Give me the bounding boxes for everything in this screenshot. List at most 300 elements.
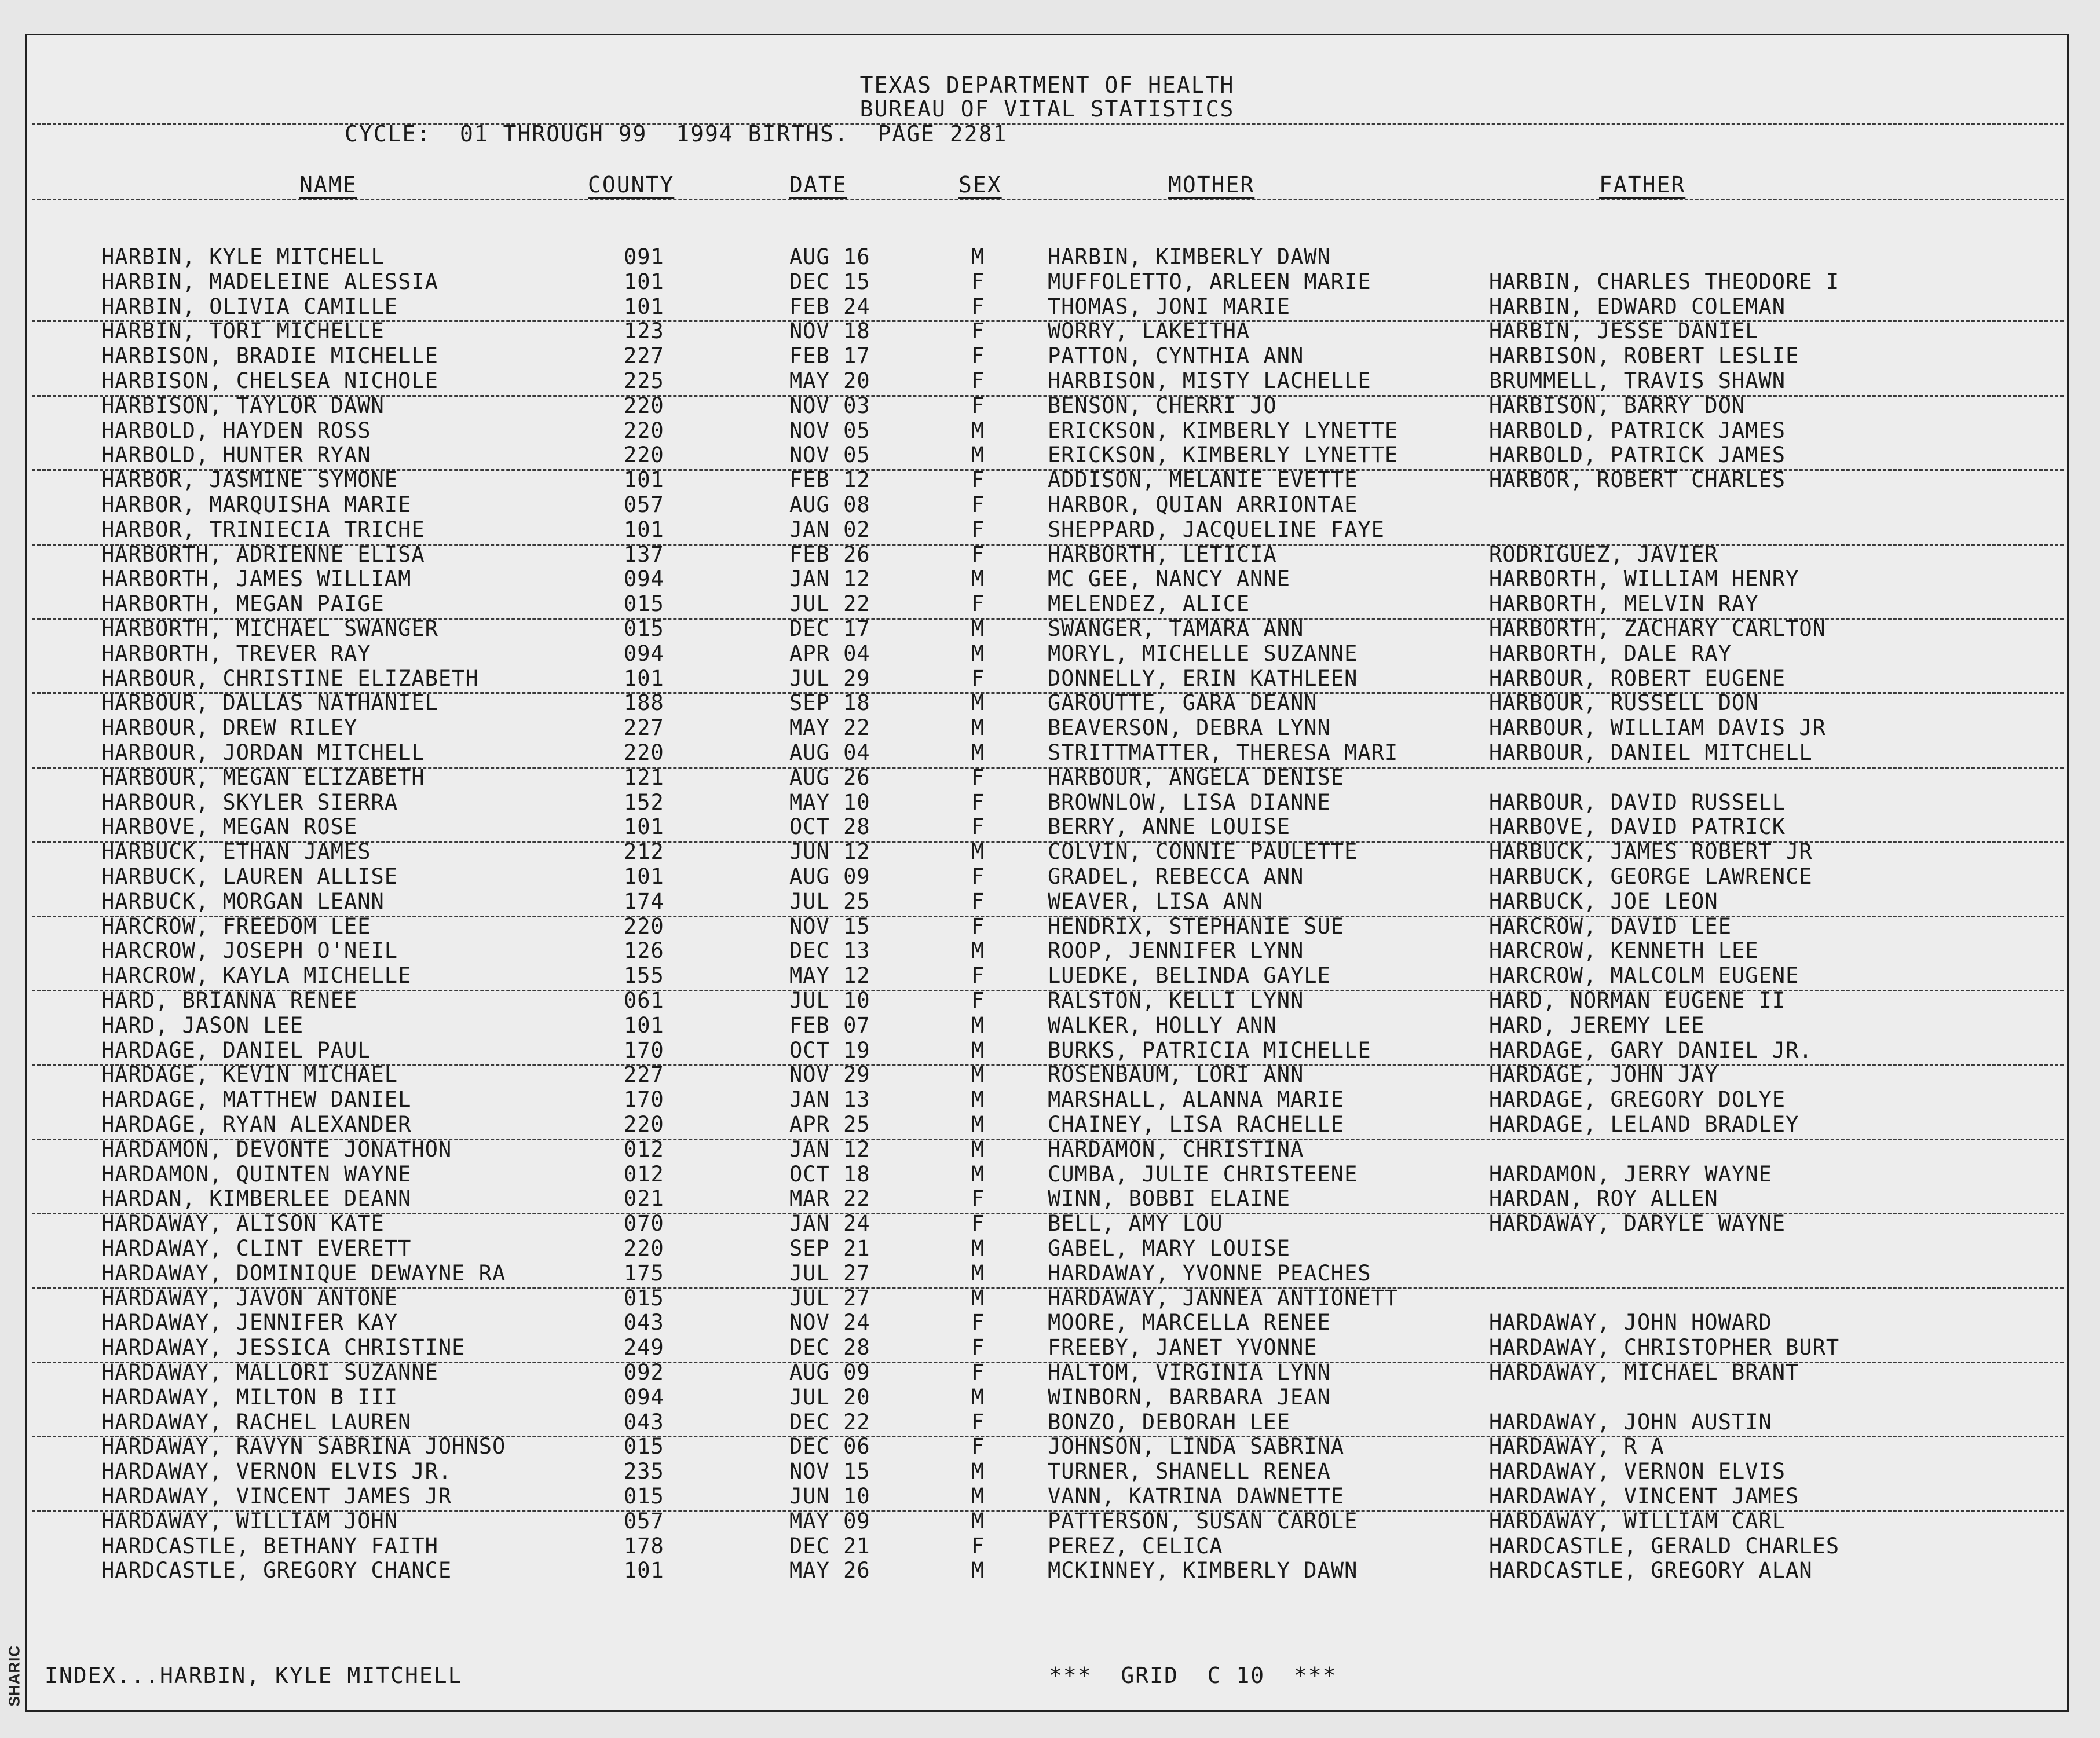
table-row: [27, 914, 2067, 939]
cell-county: 174: [624, 888, 664, 914]
grid-footer: *** GRID C 10 ***: [1049, 1663, 1337, 1688]
cell-county: 015: [624, 616, 664, 641]
cell-date: MAY 10: [789, 789, 870, 815]
cell-county: 061: [624, 988, 664, 1013]
cell-mother: MCKINNEY, KIMBERLY DAWN: [1048, 1558, 1358, 1583]
cell-father: HARBISON, BARRY DON: [1489, 393, 1746, 418]
cell-sex: F: [971, 1360, 985, 1385]
cell-name: HARBOR, MARQUISHA MARIE: [101, 492, 412, 517]
table-row: [27, 1113, 2067, 1137]
cell-name: HARBOR, JASMINE SYMONE: [101, 467, 398, 493]
cell-mother: VANN, KATRINA DAWNETTE: [1048, 1484, 1345, 1509]
cell-name: HARBORTH, MICHAEL SWANGER: [101, 616, 438, 641]
cell-date: JUL 22: [789, 591, 870, 617]
cell-mother: PATTON, CYNTHIA ANN: [1048, 343, 1304, 369]
cell-date: APR 25: [789, 1112, 870, 1137]
cell-county: 121: [624, 764, 664, 790]
cell-sex: F: [971, 1211, 985, 1236]
cell-mother: ERICKSON, KIMBERLY LYNETTE: [1048, 442, 1399, 468]
cell-county: 220: [624, 740, 664, 765]
cell-sex: F: [971, 1310, 985, 1335]
cell-date: NOV 18: [789, 319, 870, 344]
table-row: [27, 1137, 2067, 1162]
cell-mother: WEAVER, LISA ANN: [1048, 888, 1264, 914]
cell-county: 235: [624, 1459, 664, 1484]
cell-date: AUG 04: [789, 740, 870, 765]
cell-mother: LUEDKE, BELINDA GAYLE: [1048, 963, 1331, 989]
cell-date: AUG 16: [789, 244, 870, 269]
cell-date: JAN 12: [789, 1136, 870, 1162]
table-row: [27, 1484, 2067, 1509]
cell-father: HARBORTH, WILLIAM HENRY: [1489, 566, 1799, 592]
cell-county: 137: [624, 541, 664, 567]
cell-county: 170: [624, 1087, 664, 1113]
cell-name: HARBIN, OLIVIA CAMILLE: [101, 294, 398, 319]
cell-sex: F: [971, 814, 985, 840]
cell-mother: PEREZ, CELICA: [1048, 1533, 1223, 1558]
cell-date: OCT 19: [789, 1037, 870, 1063]
cell-county: 101: [624, 864, 664, 889]
table-row: [27, 1013, 2067, 1038]
cell-sex: F: [971, 764, 985, 790]
table-row: [27, 791, 2067, 815]
cycle-line: CYCLE: 01 THROUGH 99 1994 BIRTHS. PAGE 2281: [345, 121, 1008, 147]
cell-date: JUL 27: [789, 1260, 870, 1286]
cell-county: 175: [624, 1260, 664, 1286]
cell-father: HARDAGE, LELAND BRADLEY: [1489, 1112, 1799, 1137]
cell-father: HARCROW, MALCOLM EUGENE: [1489, 963, 1799, 989]
cell-mother: TURNER, SHANELL RENEA: [1048, 1459, 1331, 1484]
cell-mother: GABEL, MARY LOUISE: [1048, 1236, 1290, 1261]
cell-father: HARBIN, JESSE DANIEL: [1489, 319, 1759, 344]
cell-name: HARDAWAY, ALISON KATE: [101, 1211, 385, 1236]
cell-date: JUL 20: [789, 1384, 870, 1410]
cell-sex: M: [971, 1384, 985, 1410]
cell-name: HARDAMON, DEVONTE JONATHON: [101, 1136, 452, 1162]
cell-name: HARBOLD, HUNTER RYAN: [101, 442, 371, 468]
cell-name: HARDAWAY, VINCENT JAMES JR: [101, 1484, 452, 1509]
cell-county: 249: [624, 1335, 664, 1360]
cell-sex: M: [971, 1161, 985, 1187]
cell-father: HARDAWAY, R A: [1489, 1434, 1664, 1459]
cell-name: HARBUCK, ETHAN JAMES: [101, 839, 371, 865]
table-row: [27, 1385, 2067, 1410]
cell-county: 012: [624, 1136, 664, 1162]
cell-father: HARDAWAY, CHRISTOPHER BURT: [1489, 1335, 1840, 1360]
cell-father: HARDAMON, JERRY WAYNE: [1489, 1161, 1772, 1187]
cell-sex: M: [971, 938, 985, 964]
cell-date: DEC 21: [789, 1533, 870, 1558]
cell-name: HARBIN, MADELEINE ALESSIA: [101, 269, 438, 294]
cell-date: FEB 07: [789, 1012, 870, 1038]
cell-sex: F: [971, 591, 985, 617]
cell-father: HARBORTH, DALE RAY: [1489, 641, 1732, 666]
cell-county: 015: [624, 1484, 664, 1509]
cell-mother: ADDISON, MELANIE EVETTE: [1048, 467, 1358, 493]
cell-date: MAY 20: [789, 368, 870, 393]
cell-date: DEC 06: [789, 1434, 870, 1459]
cell-date: NOV 29: [789, 1062, 870, 1088]
cell-date: NOV 05: [789, 442, 870, 468]
cell-sex: F: [971, 1335, 985, 1360]
cell-county: 101: [624, 294, 664, 319]
cell-name: HARDAWAY, MALLORI SUZANNE: [101, 1360, 438, 1385]
cell-sex: M: [971, 566, 985, 592]
cell-sex: M: [971, 1285, 985, 1311]
cell-mother: HARBOR, QUIAN ARRIONTAE: [1048, 492, 1358, 517]
cell-father: HARDAWAY, DARYLE WAYNE: [1489, 1211, 1786, 1236]
column-header-date: DATE: [789, 172, 847, 197]
cell-county: 101: [624, 814, 664, 840]
cell-mother: WINBORN, BARBARA JEAN: [1048, 1384, 1331, 1410]
cell-county: 101: [624, 665, 664, 691]
cell-father: HARBOUR, ROBERT EUGENE: [1489, 665, 1786, 691]
cell-mother: CUMBA, JULIE CHRISTEENE: [1048, 1161, 1358, 1187]
cell-date: AUG 09: [789, 1360, 870, 1385]
cell-father: HARDCASTLE, GERALD CHARLES: [1489, 1533, 1840, 1558]
side-label: SHARIC: [5, 1645, 23, 1707]
cell-date: MAY 12: [789, 963, 870, 989]
cell-father: HARBIN, EDWARD COLEMAN: [1489, 294, 1786, 319]
index-footer: INDEX...HARBIN, KYLE MITCHELL: [45, 1663, 463, 1688]
cell-county: 101: [624, 517, 664, 542]
cell-date: AUG 08: [789, 492, 870, 517]
cell-mother: ROOP, JENNIFER LYNN: [1048, 938, 1304, 964]
table-row: [27, 741, 2067, 765]
cell-sex: M: [971, 1236, 985, 1261]
cell-father: HARBOR, ROBERT CHARLES: [1489, 467, 1786, 493]
document-page: [25, 34, 2069, 1712]
table-row: [27, 1558, 2067, 1583]
cell-name: HARD, JASON LEE: [101, 1012, 304, 1038]
cell-sex: M: [971, 244, 985, 269]
cell-county: 155: [624, 963, 664, 989]
cell-date: MAY 22: [789, 715, 870, 741]
cell-date: JUL 27: [789, 1285, 870, 1311]
cell-mother: ROSENBAUM, LORI ANN: [1048, 1062, 1304, 1088]
table-row: [27, 691, 2067, 715]
cell-date: JAN 02: [789, 517, 870, 542]
cell-sex: M: [971, 418, 985, 443]
cell-date: DEC 15: [789, 269, 870, 294]
cell-date: OCT 18: [789, 1161, 870, 1187]
cell-name: HARDAWAY, WILLIAM JOHN: [101, 1508, 398, 1534]
cell-mother: HARBIN, KIMBERLY DAWN: [1048, 244, 1331, 269]
cell-name: HARBORTH, TREVER RAY: [101, 641, 371, 666]
cell-mother: HENDRIX, STEPHANIE SUE: [1048, 913, 1345, 939]
cell-mother: BERRY, ANNE LOUISE: [1048, 814, 1290, 840]
cell-father: HARBOVE, DAVID PATRICK: [1489, 814, 1786, 840]
cell-county: 227: [624, 1062, 664, 1088]
cell-county: 123: [624, 319, 664, 344]
cell-name: HARBOR, TRINIECIA TRICHE: [101, 517, 425, 542]
cell-sex: F: [971, 368, 985, 393]
cell-date: DEC 28: [789, 1335, 870, 1360]
cell-county: 012: [624, 1161, 664, 1187]
cell-mother: GRADEL, REBECCA ANN: [1048, 864, 1304, 889]
cell-date: NOV 24: [789, 1310, 870, 1335]
cell-date: JAN 24: [789, 1211, 870, 1236]
cell-mother: THOMAS, JONI MARIE: [1048, 294, 1290, 319]
cell-county: 220: [624, 1236, 664, 1261]
table-row: [27, 468, 2067, 492]
table-row: [27, 567, 2067, 591]
table-row: [27, 964, 2067, 988]
cell-county: 220: [624, 442, 664, 468]
table-row: [27, 1435, 2067, 1459]
cell-mother: MOORE, MARCELLA RENEE: [1048, 1310, 1331, 1335]
cell-father: HARBOUR, DANIEL MITCHELL: [1489, 740, 1813, 765]
cell-name: HARBORTH, ADRIENNE ELISA: [101, 541, 425, 567]
cell-father: HARBOLD, PATRICK JAMES: [1489, 418, 1786, 443]
cell-sex: F: [971, 665, 985, 691]
cell-sex: M: [971, 641, 985, 666]
table-row: [27, 1360, 2067, 1385]
cell-sex: M: [971, 740, 985, 765]
cell-date: JUL 10: [789, 988, 870, 1013]
table-row: [27, 716, 2067, 740]
cell-mother: BELL, AMY LOU: [1048, 1211, 1223, 1236]
cell-county: 178: [624, 1533, 664, 1558]
cell-sex: M: [971, 1087, 985, 1113]
cell-mother: HALTOM, VIRGINIA LYNN: [1048, 1360, 1331, 1385]
cell-father: HARD, JEREMY LEE: [1489, 1012, 1705, 1038]
table-row: [27, 369, 2067, 393]
cell-sex: M: [971, 690, 985, 716]
cell-sex: F: [971, 467, 985, 493]
cell-mother: HARBISON, MISTY LACHELLE: [1048, 368, 1371, 393]
cell-father: HARDAGE, GARY DANIEL JR.: [1489, 1037, 1813, 1063]
cell-county: 101: [624, 467, 664, 493]
cell-mother: WALKER, HOLLY ANN: [1048, 1012, 1277, 1038]
cell-father: HARBISON, ROBERT LESLIE: [1489, 343, 1799, 369]
cell-name: HARDAGE, KEVIN MICHAEL: [101, 1062, 398, 1088]
cell-county: 227: [624, 343, 664, 369]
cell-date: JAN 12: [789, 566, 870, 592]
cell-mother: CHAINEY, LISA RACHELLE: [1048, 1112, 1345, 1137]
header-divider: [32, 123, 2064, 125]
cell-county: 170: [624, 1037, 664, 1063]
table-row: [27, 319, 2067, 343]
cell-name: HARD, BRIANNA RENEE: [101, 988, 358, 1013]
cell-name: HARDAWAY, VERNON ELVIS JR.: [101, 1459, 452, 1484]
cell-sex: F: [971, 269, 985, 294]
cell-county: 220: [624, 393, 664, 418]
cell-father: HARBOUR, DAVID RUSSELL: [1489, 789, 1786, 815]
cell-date: DEC 22: [789, 1409, 870, 1435]
cell-father: HARDAWAY, WILLIAM CARL: [1489, 1508, 1786, 1534]
cell-county: 227: [624, 715, 664, 741]
cell-date: OCT 28: [789, 814, 870, 840]
cell-date: DEC 17: [789, 616, 870, 641]
cell-county: 212: [624, 839, 664, 865]
cell-sex: M: [971, 1112, 985, 1137]
cell-name: HARBOUR, MEGAN ELIZABETH: [101, 764, 425, 790]
cell-name: HARDAGE, MATTHEW DANIEL: [101, 1087, 412, 1113]
cell-mother: RALSTON, KELLI LYNN: [1048, 988, 1304, 1013]
cell-date: FEB 17: [789, 343, 870, 369]
cell-date: APR 04: [789, 641, 870, 666]
cell-mother: HARDAMON, CHRISTINA: [1048, 1136, 1304, 1162]
cell-father: HARBOLD, PATRICK JAMES: [1489, 442, 1786, 468]
cell-date: MAR 22: [789, 1186, 870, 1212]
cell-date: AUG 26: [789, 764, 870, 790]
table-row: [27, 270, 2067, 294]
table-row: [27, 295, 2067, 319]
table-row: [27, 989, 2067, 1013]
cell-mother: DONNELLY, ERIN KATHLEEN: [1048, 665, 1358, 691]
cell-father: HARCROW, KENNETH LEE: [1489, 938, 1759, 964]
cell-mother: MARSHALL, ALANNA MARIE: [1048, 1087, 1345, 1113]
cell-name: HARBISON, TAYLOR DAWN: [101, 393, 385, 418]
cell-father: HARBORTH, ZACHARY CARLTON: [1489, 616, 1826, 641]
cell-name: HARCROW, KAYLA MICHELLE: [101, 963, 412, 989]
cell-name: HARDCASTLE, GREGORY CHANCE: [101, 1558, 452, 1583]
cell-county: 057: [624, 1508, 664, 1534]
header-subtitle: BUREAU OF VITAL STATISTICS: [859, 96, 1235, 122]
cell-county: 225: [624, 368, 664, 393]
cell-name: HARDAWAY, RACHEL LAUREN: [101, 1409, 412, 1435]
cell-father: HARCROW, DAVID LEE: [1489, 913, 1732, 939]
cell-sex: M: [971, 1558, 985, 1583]
cell-father: HARBIN, CHARLES THEODORE I: [1489, 269, 1840, 294]
cell-date: JUL 25: [789, 888, 870, 914]
header-title: TEXAS DEPARTMENT OF HEALTH: [859, 72, 1235, 98]
cell-father: HARD, NORMAN EUGENE II: [1489, 988, 1786, 1013]
cell-date: JUN 10: [789, 1484, 870, 1509]
cell-sex: M: [971, 616, 985, 641]
cell-name: HARDCASTLE, BETHANY FAITH: [101, 1533, 438, 1558]
table-row: [27, 1236, 2067, 1261]
cell-father: HARDCASTLE, GREGORY ALAN: [1489, 1558, 1813, 1583]
cell-name: HARDAWAY, MILTON B III: [101, 1384, 398, 1410]
table-row: [27, 592, 2067, 616]
cell-sex: F: [971, 343, 985, 369]
cell-sex: F: [971, 1434, 985, 1459]
table-row: [27, 493, 2067, 517]
cell-date: NOV 15: [789, 1459, 870, 1484]
cell-sex: M: [971, 839, 985, 865]
cell-county: 070: [624, 1211, 664, 1236]
cell-father: HARBUCK, JOE LEON: [1489, 888, 1718, 914]
cell-mother: BENSON, CHERRI JO: [1048, 393, 1277, 418]
cell-name: HARDAWAY, JESSICA CHRISTINE: [101, 1335, 466, 1360]
table-row: [27, 1212, 2067, 1236]
cell-county: 015: [624, 1434, 664, 1459]
cell-county: 092: [624, 1360, 664, 1385]
cell-mother: BROWNLOW, LISA DIANNE: [1048, 789, 1331, 815]
table-row: [27, 815, 2067, 839]
table-row: [27, 1261, 2067, 1286]
cell-name: HARBOUR, DALLAS NATHANIEL: [101, 690, 438, 716]
cell-sex: F: [971, 1409, 985, 1435]
cell-sex: F: [971, 517, 985, 542]
cell-mother: MELENDEZ, ALICE: [1048, 591, 1250, 617]
cell-name: HARDAWAY, RAVYN SABRINA JOHNSO: [101, 1434, 506, 1459]
cell-name: HARDAMON, QUINTEN WAYNE: [101, 1161, 412, 1187]
cell-mother: JOHNSON, LINDA SABRINA: [1048, 1434, 1345, 1459]
cell-date: JUN 12: [789, 839, 870, 865]
cell-county: 152: [624, 789, 664, 815]
table-row: [27, 1311, 2067, 1335]
cell-county: 220: [624, 418, 664, 443]
cell-father: HARDAWAY, VINCENT JAMES: [1489, 1484, 1799, 1509]
cell-county: 101: [624, 269, 664, 294]
cell-name: HARDAGE, RYAN ALEXANDER: [101, 1112, 412, 1137]
cell-mother: BONZO, DEBORAH LEE: [1048, 1409, 1290, 1435]
cell-name: HARBOUR, DREW RILEY: [101, 715, 358, 741]
cell-date: MAY 09: [789, 1508, 870, 1534]
cell-mother: STRITTMATTER, THERESA MARI: [1048, 740, 1399, 765]
cell-name: HARBOUR, CHRISTINE ELIZABETH: [101, 665, 479, 691]
column-header-divider: [32, 199, 2064, 200]
cell-sex: F: [971, 888, 985, 914]
cell-mother: HARDAWAY, JANNEA ANTIONETT: [1048, 1285, 1399, 1311]
cell-name: HARBUCK, MORGAN LEANN: [101, 888, 385, 914]
cell-date: DEC 13: [789, 938, 870, 964]
cell-date: FEB 26: [789, 541, 870, 567]
column-header-father: FATHER: [1599, 172, 1686, 197]
column-header-mother: MOTHER: [1168, 172, 1255, 197]
cell-name: HARBOUR, JORDAN MITCHELL: [101, 740, 425, 765]
cell-date: JAN 13: [789, 1087, 870, 1113]
cell-father: HARDAWAY, VERNON ELVIS: [1489, 1459, 1786, 1484]
cell-county: 043: [624, 1310, 664, 1335]
cell-sex: M: [971, 715, 985, 741]
cell-name: HARDAWAY, JENNIFER KAY: [101, 1310, 398, 1335]
cell-name: HARBOUR, SKYLER SIERRA: [101, 789, 398, 815]
cell-mother: BEAVERSON, DEBRA LYNN: [1048, 715, 1331, 741]
cell-father: HARDAWAY, JOHN HOWARD: [1489, 1310, 1772, 1335]
cell-name: HARBISON, CHELSEA NICHOLE: [101, 368, 438, 393]
cell-name: HARBISON, BRADIE MICHELLE: [101, 343, 438, 369]
cell-county: 101: [624, 1558, 664, 1583]
cell-sex: F: [971, 789, 985, 815]
cell-county: 220: [624, 913, 664, 939]
table-row: [27, 518, 2067, 542]
cell-father: HARDAWAY, MICHAEL BRANT: [1489, 1360, 1799, 1385]
cell-sex: F: [971, 294, 985, 319]
cell-sex: F: [971, 988, 985, 1013]
cell-sex: M: [971, 1012, 985, 1038]
cell-sex: F: [971, 1533, 985, 1558]
cell-mother: COLVIN, CONNIE PAULETTE: [1048, 839, 1358, 865]
cell-name: HARBIN, KYLE MITCHELL: [101, 244, 385, 269]
table-row: [27, 543, 2067, 567]
cell-sex: F: [971, 492, 985, 517]
cell-county: 021: [624, 1186, 664, 1212]
table-row: [27, 1459, 2067, 1484]
table-row: [27, 890, 2067, 914]
cell-county: 188: [624, 690, 664, 716]
table-row: [27, 642, 2067, 666]
cell-mother: ERICKSON, KIMBERLY LYNETTE: [1048, 418, 1399, 443]
cell-mother: SHEPPARD, JACQUELINE FAYE: [1048, 517, 1385, 542]
cell-mother: SWANGER, TAMARA ANN: [1048, 616, 1304, 641]
table-row: [27, 617, 2067, 641]
cell-father: RODRIGUEZ, JAVIER: [1489, 541, 1718, 567]
cell-sex: M: [971, 1037, 985, 1063]
cell-mother: FREEBY, JANET YVONNE: [1048, 1335, 1318, 1360]
cell-date: SEP 18: [789, 690, 870, 716]
cell-county: 126: [624, 938, 664, 964]
cell-father: BRUMMELL, TRAVIS SHAWN: [1489, 368, 1786, 393]
cell-sex: M: [971, 1260, 985, 1286]
cell-mother: HARBORTH, LETICIA: [1048, 541, 1277, 567]
cell-date: FEB 12: [789, 467, 870, 493]
cell-sex: M: [971, 1484, 985, 1509]
cell-sex: F: [971, 963, 985, 989]
